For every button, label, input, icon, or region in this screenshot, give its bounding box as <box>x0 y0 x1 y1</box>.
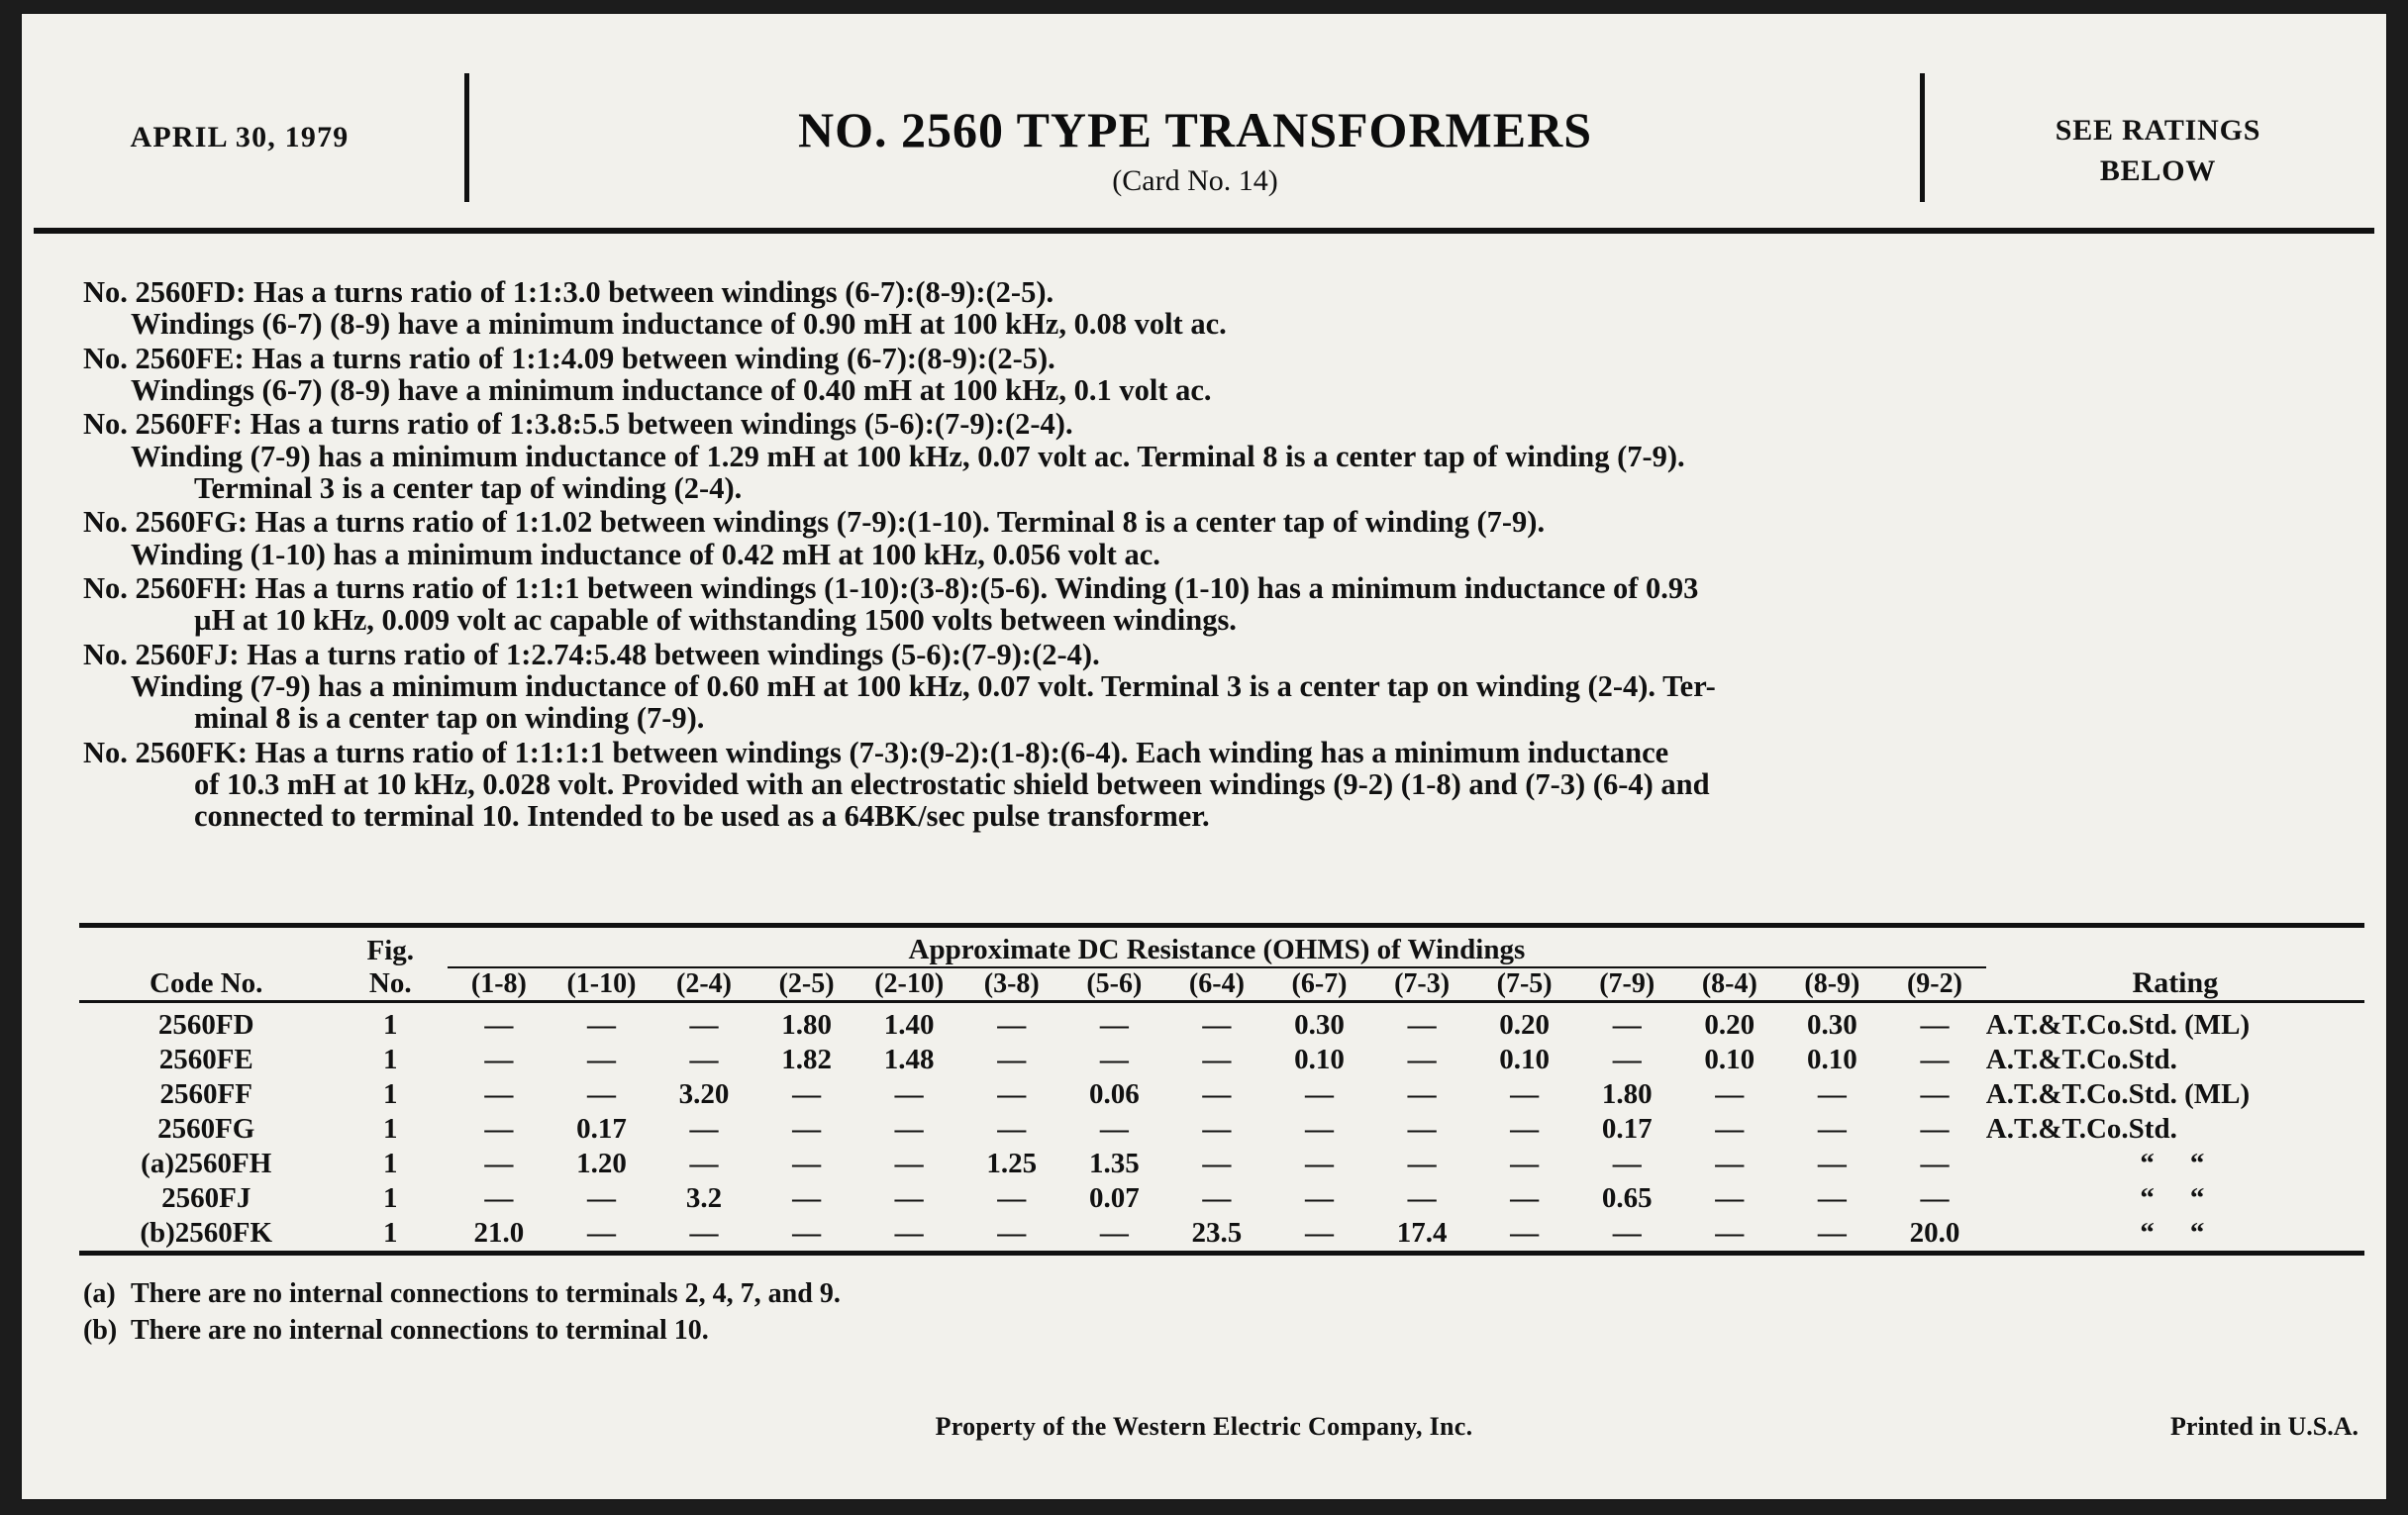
table-row <box>79 1008 2364 1043</box>
spec-continuation: Winding (7-9) has a minimum inductance of 1.29 mH at 100 kHz, 0.07 volt ac. Terminal 8 is a center tap of winding (7-9). <box>131 439 1685 473</box>
cell-rating: A.T.&T.Co.Std. <box>1985 1113 2177 1145</box>
cell-value: — <box>792 1148 822 1179</box>
col-header-winding: (1-10) <box>566 968 637 999</box>
cell-value: — <box>1304 1148 1334 1179</box>
cell-value: — <box>586 1078 616 1110</box>
cell-value: — <box>1817 1182 1847 1214</box>
cell-value: — <box>1612 1148 1642 1179</box>
col-header-winding: (7-9) <box>1599 968 1656 999</box>
card-number: (Card No. 14) <box>1112 164 1278 197</box>
card-header <box>22 14 2386 197</box>
col-header-winding: (8-4) <box>1701 968 1757 999</box>
cell-value: 0.65 <box>1601 1182 1653 1214</box>
spec-item-fh <box>83 572 2360 637</box>
col-header-winding: (6-4) <box>1188 968 1245 999</box>
cell-fig: 1 <box>383 1148 398 1179</box>
cell-fig: 1 <box>383 1009 398 1041</box>
cell-value: — <box>1099 1217 1129 1249</box>
cell-fig: 1 <box>383 1113 398 1145</box>
cell-value: — <box>1407 1044 1437 1075</box>
col-header-winding: (8-9) <box>1804 968 1860 999</box>
cell-value: 1.35 <box>1088 1148 1140 1179</box>
spec-continuation-3: connected to terminal 10. Intended to be used as a 64BK/sec pulse transformer. <box>194 799 1210 834</box>
cell-value: 0.17 <box>1601 1113 1653 1145</box>
footnote-text: There are no internal connections to terminals 2, 4, 7, and 9. <box>131 1278 841 1309</box>
cell-value: 0.06 <box>1088 1078 1140 1110</box>
cell-code: 2560FJ <box>161 1182 251 1214</box>
cell-value: — <box>484 1044 514 1075</box>
table-row <box>79 1181 2364 1216</box>
col-header-code: Code No. <box>150 967 263 999</box>
cell-value: — <box>1715 1078 1745 1110</box>
cell-fig: 1 <box>383 1078 398 1110</box>
cell-value: — <box>1407 1009 1437 1041</box>
cell-value: — <box>1715 1113 1745 1145</box>
cell-value: 0.30 <box>1807 1009 1857 1041</box>
cell-value: — <box>1817 1078 1847 1110</box>
cell-value: 1.40 <box>883 1009 935 1041</box>
spec-continuation: Winding (7-9) has a minimum inductance of 0.60 mH at 100 kHz, 0.07 volt. Terminal 3 is a center tap on winding (2-4). Ter- <box>131 668 1716 703</box>
col-header-fig-top: Fig. <box>366 934 415 966</box>
cell-value: — <box>586 1044 616 1075</box>
dc-resistance-table <box>79 923 2364 1262</box>
cell-value: — <box>1304 1113 1334 1145</box>
ratings-note <box>1933 111 2383 191</box>
footnote-mark: (b) <box>83 1314 118 1346</box>
col-header-winding: (7-5) <box>1496 968 1553 999</box>
spec-continuation-2: Terminal 3 is a center tap of winding (2-4). <box>194 470 743 505</box>
cell-value: 0.30 <box>1294 1009 1345 1041</box>
spec-lead: No. 2560FK: Has a turns ratio of 1:1:1:1 between windings (7-3):(9-2):(1-8):(6-4). Each winding has a minimum inductance <box>83 735 1669 769</box>
cell-code: 2560FE <box>158 1044 253 1075</box>
ratings-note-line1: SEE RATINGS <box>2055 114 2261 147</box>
spec-item-fj <box>83 639 2360 735</box>
spec-continuation-2: µH at 10 kHz, 0.009 volt ac capable of withstanding 1500 volts between windings. <box>194 603 1237 638</box>
cell-value: — <box>1920 1113 1950 1145</box>
cell-code: (a)2560FH <box>141 1148 272 1179</box>
cell-value: 17.4 <box>1396 1217 1448 1249</box>
footnote-mark: (a) <box>83 1278 116 1309</box>
col-header-winding: (2-10) <box>874 968 945 999</box>
cell-value: — <box>894 1078 924 1110</box>
cell-value: — <box>689 1113 719 1145</box>
cell-value: — <box>484 1148 514 1179</box>
table-row <box>79 1147 2364 1181</box>
cell-fig: 1 <box>383 1217 398 1249</box>
cell-value: — <box>997 1044 1027 1075</box>
printed-notice: Printed in U.S.A. <box>2170 1412 2358 1441</box>
cell-value: — <box>1817 1113 1847 1145</box>
cell-rating: A.T.&T.Co.Std. (ML) <box>1985 1078 2251 1110</box>
cell-fig: 1 <box>383 1044 398 1075</box>
cell-value: — <box>1202 1182 1232 1214</box>
cell-value: — <box>1407 1182 1437 1214</box>
spec-lead: No. 2560FH: Has a turns ratio of 1:1:1 between windings (1-10):(3-8):(5-6). Winding (1-10) has a minimum inductance of 0.93 <box>83 570 1699 605</box>
cell-rating: ““ <box>2140 1148 2241 1179</box>
cell-value: — <box>586 1009 616 1041</box>
cell-value: — <box>1612 1009 1642 1041</box>
cell-value: — <box>1920 1182 1950 1214</box>
cell-value: — <box>586 1217 616 1249</box>
ratings-note-line2: BELOW <box>2099 153 2217 187</box>
cell-value: — <box>484 1113 514 1145</box>
table-row <box>79 1043 2364 1077</box>
col-header-winding: (5-6) <box>1086 968 1143 999</box>
cell-value: — <box>689 1009 719 1041</box>
cell-value: 21.0 <box>473 1217 525 1249</box>
cell-value: — <box>997 1113 1027 1145</box>
table-rule-bottom <box>79 1254 2364 1262</box>
dc-resistance-table-wrap <box>79 923 2364 1262</box>
cell-value: — <box>1920 1009 1950 1041</box>
cell-value: — <box>1407 1113 1437 1145</box>
cell-value: — <box>997 1078 1027 1110</box>
cell-value: — <box>484 1009 514 1041</box>
spec-item-fd <box>83 276 2360 341</box>
footnotes <box>83 1276 2261 1350</box>
issue-date: APRIL 30, 1979 <box>130 121 350 153</box>
header-bottom-rule <box>34 228 2374 234</box>
spec-lead: No. 2560FJ: Has a turns ratio of 1:2.74:5.48 between windings (5-6):(7-9):(2-4). <box>83 637 1100 671</box>
cell-value: — <box>484 1078 514 1110</box>
property-notice: Property of the Western Electric Company, Inc. <box>935 1412 1473 1441</box>
cell-value: — <box>1817 1217 1847 1249</box>
cell-value: 3.20 <box>678 1078 730 1110</box>
cell-value: — <box>1817 1148 1847 1179</box>
cell-fig: 1 <box>383 1182 398 1214</box>
cell-value: — <box>1510 1182 1540 1214</box>
cell-value: — <box>1612 1217 1642 1249</box>
spec-continuation: Windings (6-7) (8-9) have a minimum inductance of 0.90 mH at 100 kHz, 0.08 volt ac. <box>131 307 1227 342</box>
cell-code: 2560FF <box>159 1078 252 1110</box>
cell-value: — <box>484 1182 514 1214</box>
cell-value: — <box>1510 1078 1540 1110</box>
cell-value: — <box>894 1113 924 1145</box>
table-row <box>79 1216 2364 1254</box>
cell-value: — <box>792 1113 822 1145</box>
cell-value: — <box>1407 1148 1437 1179</box>
page-title: NO. 2560 TYPE TRANSFORMERS <box>797 102 1593 157</box>
footnote-b <box>83 1313 2261 1350</box>
cell-value: — <box>1202 1148 1232 1179</box>
cell-value: 1.25 <box>986 1148 1038 1179</box>
cell-value: 0.07 <box>1088 1182 1140 1214</box>
table-row <box>79 1077 2364 1112</box>
cell-value: — <box>1510 1217 1540 1249</box>
spec-continuation-2: of 10.3 mH at 10 kHz, 0.028 volt. Provided with an electrostatic shield between windings (9-2) (1-8) and (7-3) (6-4) and <box>194 766 1710 801</box>
table-rule-top <box>79 926 2364 935</box>
spec-card <box>22 14 2386 1499</box>
cell-value: — <box>1510 1113 1540 1145</box>
cell-value: — <box>1099 1044 1129 1075</box>
cell-value: 0.20 <box>1704 1009 1756 1041</box>
cell-value: — <box>689 1217 719 1249</box>
cell-value: — <box>1715 1182 1745 1214</box>
cell-value: — <box>1407 1078 1437 1110</box>
footnote-text: There are no internal connections to terminal 10. <box>131 1314 709 1346</box>
cell-value: — <box>1304 1182 1334 1214</box>
cell-value: 0.10 <box>1499 1044 1551 1075</box>
cell-value: — <box>1715 1148 1745 1179</box>
cell-value: — <box>1099 1113 1129 1145</box>
cell-value: — <box>792 1078 822 1110</box>
specifications-list <box>83 276 2360 835</box>
col-header-winding: (7-3) <box>1394 968 1451 999</box>
spec-item-fk <box>83 737 2360 833</box>
cell-value: 0.10 <box>1704 1044 1756 1075</box>
header-divider-left <box>464 73 469 202</box>
cell-value: — <box>586 1182 616 1214</box>
cell-value: — <box>1202 1044 1232 1075</box>
cell-value: — <box>1715 1217 1745 1249</box>
cell-value: — <box>1202 1009 1232 1041</box>
cell-value: — <box>1304 1217 1334 1249</box>
cell-value: 0.17 <box>576 1113 627 1145</box>
cell-value: — <box>997 1182 1027 1214</box>
footnote-a <box>83 1276 2261 1313</box>
spec-lead: No. 2560FG: Has a turns ratio of 1:1.02 between windings (7-9):(1-10). Terminal 8 is a center tap of winding (7-9). <box>83 505 1546 540</box>
cell-value: — <box>894 1148 924 1179</box>
cell-value: — <box>997 1009 1027 1041</box>
cell-code: 2560FD <box>157 1009 254 1041</box>
spec-continuation: Windings (6-7) (8-9) have a minimum inductance of 0.40 mH at 100 kHz, 0.1 volt ac. <box>131 372 1212 407</box>
cell-value: — <box>1304 1078 1334 1110</box>
cell-value: 0.10 <box>1294 1044 1345 1075</box>
cell-code: (b)2560FK <box>140 1217 273 1249</box>
spec-continuation: Winding (1-10) has a minimum inductance of 0.42 mH at 100 kHz, 0.056 volt ac. <box>131 537 1160 571</box>
cell-value: 1.80 <box>1601 1078 1653 1110</box>
col-header-rating: Rating <box>2132 966 2219 999</box>
cell-value: 23.5 <box>1191 1217 1243 1249</box>
col-header-winding: (1-8) <box>470 968 527 999</box>
spec-lead: No. 2560FF: Has a turns ratio of 1:3.8:5.5 between windings (5-6):(7-9):(2-4). <box>83 407 1073 442</box>
spec-item-fe <box>83 343 2360 407</box>
col-header-fig-bottom: No. <box>368 967 412 999</box>
cell-value: — <box>1920 1148 1950 1179</box>
cell-value: — <box>1612 1044 1642 1075</box>
spec-item-fg <box>83 506 2360 570</box>
cell-value: 1.20 <box>576 1148 627 1179</box>
cell-value: 1.80 <box>781 1009 832 1041</box>
cell-rating: A.T.&T.Co.Std. <box>1985 1044 2177 1075</box>
col-header-dc-resistance: Approximate DC Resistance (OHMS) of Windings <box>448 934 1986 967</box>
cell-value: — <box>997 1217 1027 1249</box>
col-header-winding: (2-4) <box>676 968 733 999</box>
col-header-winding: (2-5) <box>778 968 835 999</box>
header-divider-right <box>1920 73 1925 202</box>
cell-value: — <box>1099 1009 1129 1041</box>
col-header-winding: (6-7) <box>1291 968 1348 999</box>
cell-value: — <box>1920 1078 1950 1110</box>
col-header-winding: (9-2) <box>1906 968 1962 999</box>
cell-value: — <box>792 1217 822 1249</box>
cell-value: 1.48 <box>883 1044 935 1075</box>
cell-rating: ““ <box>2140 1182 2241 1214</box>
cell-value: 20.0 <box>1909 1217 1960 1249</box>
spec-lead: No. 2560FE: Has a turns ratio of 1:1:4.09 between winding (6-7):(8-9):(2-5). <box>83 341 1055 375</box>
cell-value: — <box>894 1217 924 1249</box>
cell-value: 0.10 <box>1807 1044 1857 1075</box>
spec-continuation-2: minal 8 is a center tap on winding (7-9). <box>194 701 705 736</box>
cell-value: — <box>1202 1078 1232 1110</box>
table-row <box>79 1112 2364 1147</box>
cell-value: 0.20 <box>1499 1009 1551 1041</box>
cell-value: — <box>1510 1148 1540 1179</box>
cell-code: 2560FG <box>157 1113 255 1145</box>
cell-value: 3.2 <box>685 1182 723 1214</box>
cell-rating: ““ <box>2140 1217 2241 1249</box>
cell-value: — <box>689 1148 719 1179</box>
cell-value: — <box>1202 1113 1232 1145</box>
table-header-row-1 <box>79 934 2364 967</box>
cell-value: — <box>1920 1044 1950 1075</box>
spec-item-ff <box>83 408 2360 504</box>
col-header-winding: (3-8) <box>983 968 1040 999</box>
cell-rating: A.T.&T.Co.Std. (ML) <box>1985 1009 2251 1041</box>
cell-value: — <box>894 1182 924 1214</box>
cell-value: — <box>689 1044 719 1075</box>
spec-lead: No. 2560FD: Has a turns ratio of 1:1:3.0 between windings (6-7):(8-9):(2-5). <box>83 275 1054 309</box>
cell-value: — <box>792 1182 822 1214</box>
cell-value: 1.82 <box>781 1044 832 1075</box>
